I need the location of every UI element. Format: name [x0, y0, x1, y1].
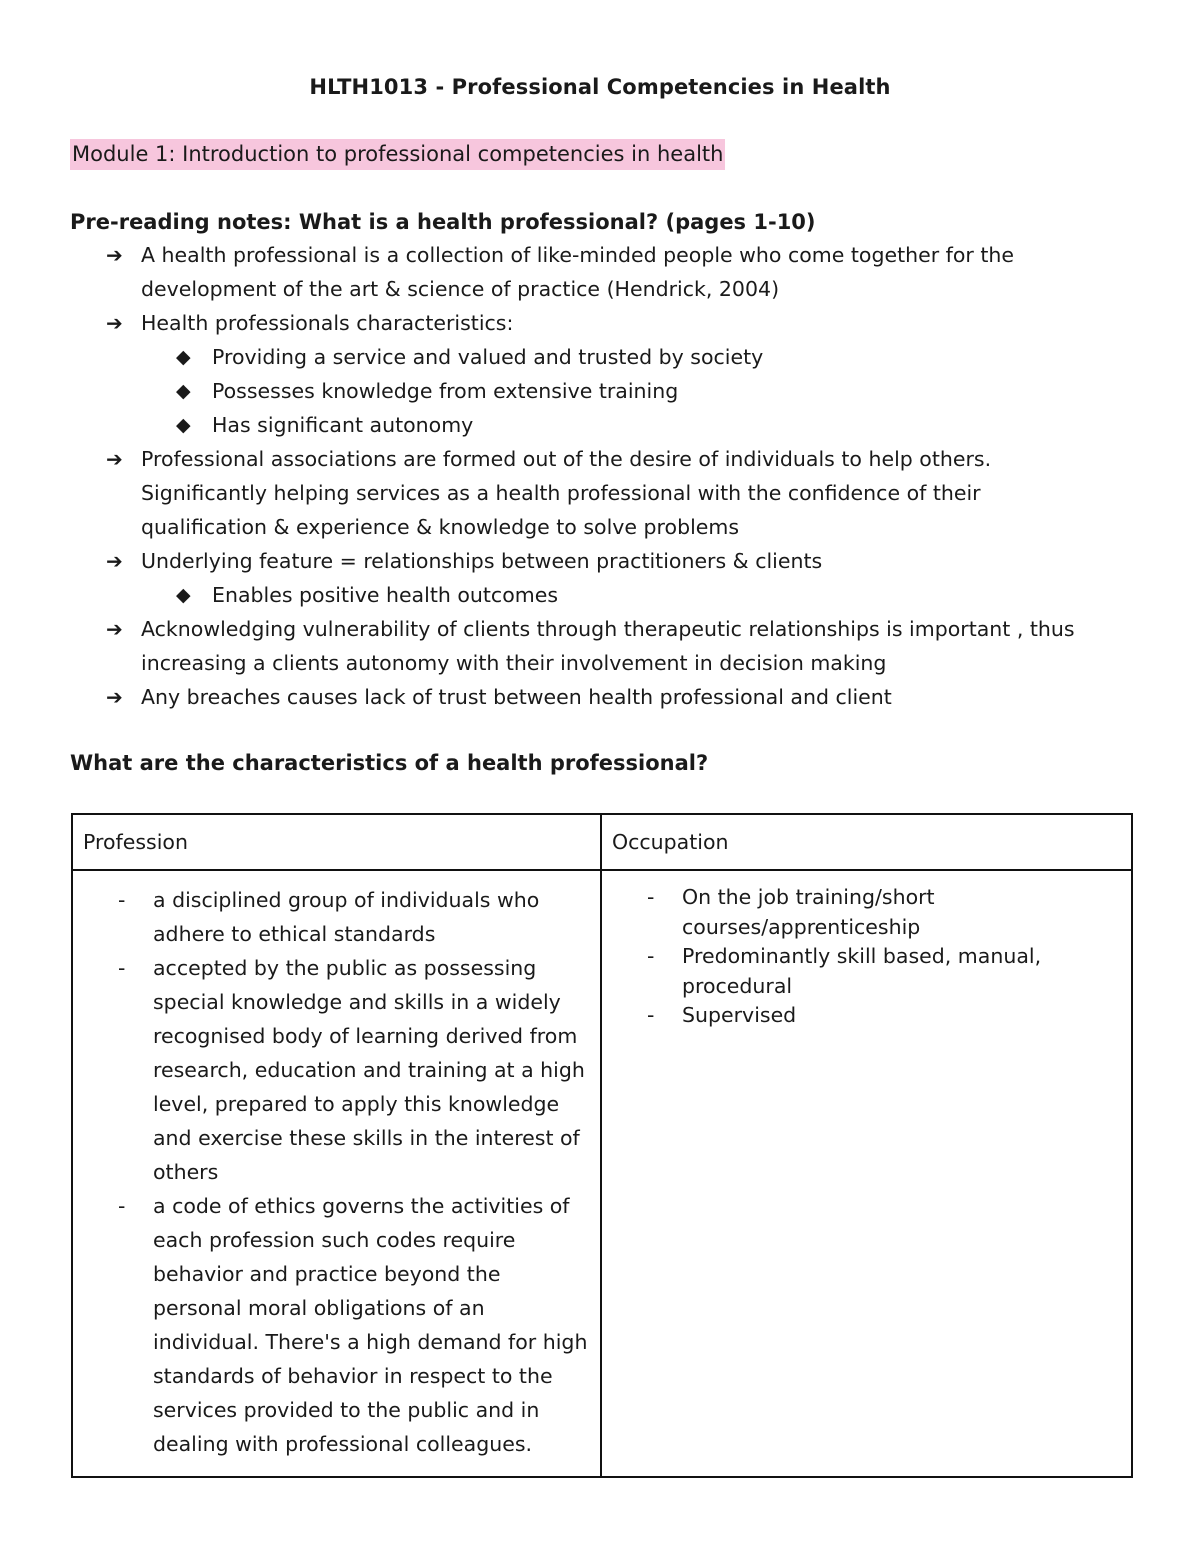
note-text: Significantly helping services as a health professional with the confidence of their [141, 481, 981, 505]
note-continuation [70, 476, 1140, 510]
dash-icon: - [647, 1003, 655, 1027]
diamond-icon: ◆ [176, 346, 191, 368]
list-item [83, 951, 590, 1189]
note-item [70, 680, 1140, 714]
sub-note-text: Has significant autonomy [212, 413, 474, 437]
note-text: Acknowledging vulnerability of clients through therapeutic relationships is important , thus [141, 617, 1075, 641]
dash-icon: - [647, 944, 655, 968]
list-item [612, 883, 1121, 942]
sub-note-item [70, 374, 1140, 408]
occupation-cell [601, 870, 1132, 1477]
sub-note-text: Possesses knowledge from extensive training [212, 379, 679, 403]
note-text: Any breaches causes lack of trust between health professional and client [141, 685, 892, 709]
preread-heading: Pre-reading notes: What is a health professional? (pages 1-10) [70, 210, 816, 234]
diamond-icon: ◆ [176, 414, 191, 436]
document-title: HLTH1013 - Professional Competencies in Health [309, 75, 891, 99]
list-item-text: a disciplined group of individuals who adhere to ethical standards [153, 888, 540, 946]
diamond-icon: ◆ [176, 380, 191, 402]
table-row [72, 870, 1132, 1477]
sub-note-item [70, 578, 1140, 612]
dash-icon: - [118, 956, 126, 980]
header-profession: Profession [72, 814, 601, 870]
occupation-list [612, 883, 1121, 1031]
diamond-icon: ◆ [176, 584, 191, 606]
note-continuation [70, 510, 1140, 544]
note-text: development of the art & science of practice (Hendrick, 2004) [141, 277, 780, 301]
list-item-text: accepted by the public as possessing special knowledge and skills in a widely recognised body of learning derived from research, education and training at a high level, prepared to apply this knowledge and exercise these skills in the interest of others [153, 956, 585, 1184]
note-continuation [70, 646, 1140, 680]
arrow-icon: ➔ [106, 617, 123, 641]
note-text: Underlying feature = relationships between practitioners & clients [141, 549, 823, 573]
note-item [70, 544, 1140, 578]
list-item-text: a code of ethics governs the activities of each profession such codes require behavior and practice beyond the personal moral obligations of an individual. There's a high demand for high standards of behavior in respect to the services provided to the public and in dealing with professional colleagues. [153, 1194, 588, 1456]
characteristics-heading: What are the characteristics of a health professional? [70, 751, 709, 775]
profession-cell [72, 870, 601, 1477]
dash-icon: - [118, 1194, 126, 1218]
sub-note-text: Providing a service and valued and trusted by society [212, 345, 764, 369]
arrow-icon: ➔ [106, 243, 123, 267]
list-item [83, 883, 590, 951]
note-text: qualification & experience & knowledge to solve problems [141, 515, 740, 539]
comparison-table [71, 813, 1133, 1478]
note-continuation [70, 272, 1140, 306]
note-item [70, 442, 1140, 476]
dash-icon: - [647, 885, 655, 909]
note-item [70, 612, 1140, 646]
module-heading: Module 1: Introduction to professional competencies in health [70, 139, 725, 170]
list-item-text: Supervised [682, 1003, 797, 1027]
header-occupation: Occupation [601, 814, 1132, 870]
list-item [612, 1001, 1121, 1031]
table-header-row [72, 814, 1132, 870]
arrow-icon: ➔ [106, 311, 123, 335]
sub-note-item [70, 408, 1140, 442]
note-text: Professional associations are formed out of the desire of individuals to help others. [141, 447, 992, 471]
preread-notes [70, 238, 1140, 714]
note-text: increasing a clients autonomy with their involvement in decision making [141, 651, 887, 675]
arrow-icon: ➔ [106, 685, 123, 709]
list-item-text: On the job training/short courses/apprenticeship [682, 885, 935, 939]
profession-list [83, 883, 590, 1461]
sub-note-item [70, 340, 1140, 374]
note-text: A health professional is a collection of like-minded people who come together for the [141, 243, 1015, 267]
sub-note-text: Enables positive health outcomes [212, 583, 559, 607]
arrow-icon: ➔ [106, 447, 123, 471]
list-item [612, 942, 1121, 1001]
list-item-text: Predominantly skill based, manual, procedural [682, 944, 1042, 998]
note-text: Health professionals characteristics: [141, 311, 514, 335]
note-item [70, 306, 1140, 340]
note-item [70, 238, 1140, 272]
arrow-icon: ➔ [106, 549, 123, 573]
list-item [83, 1189, 590, 1461]
dash-icon: - [118, 888, 126, 912]
